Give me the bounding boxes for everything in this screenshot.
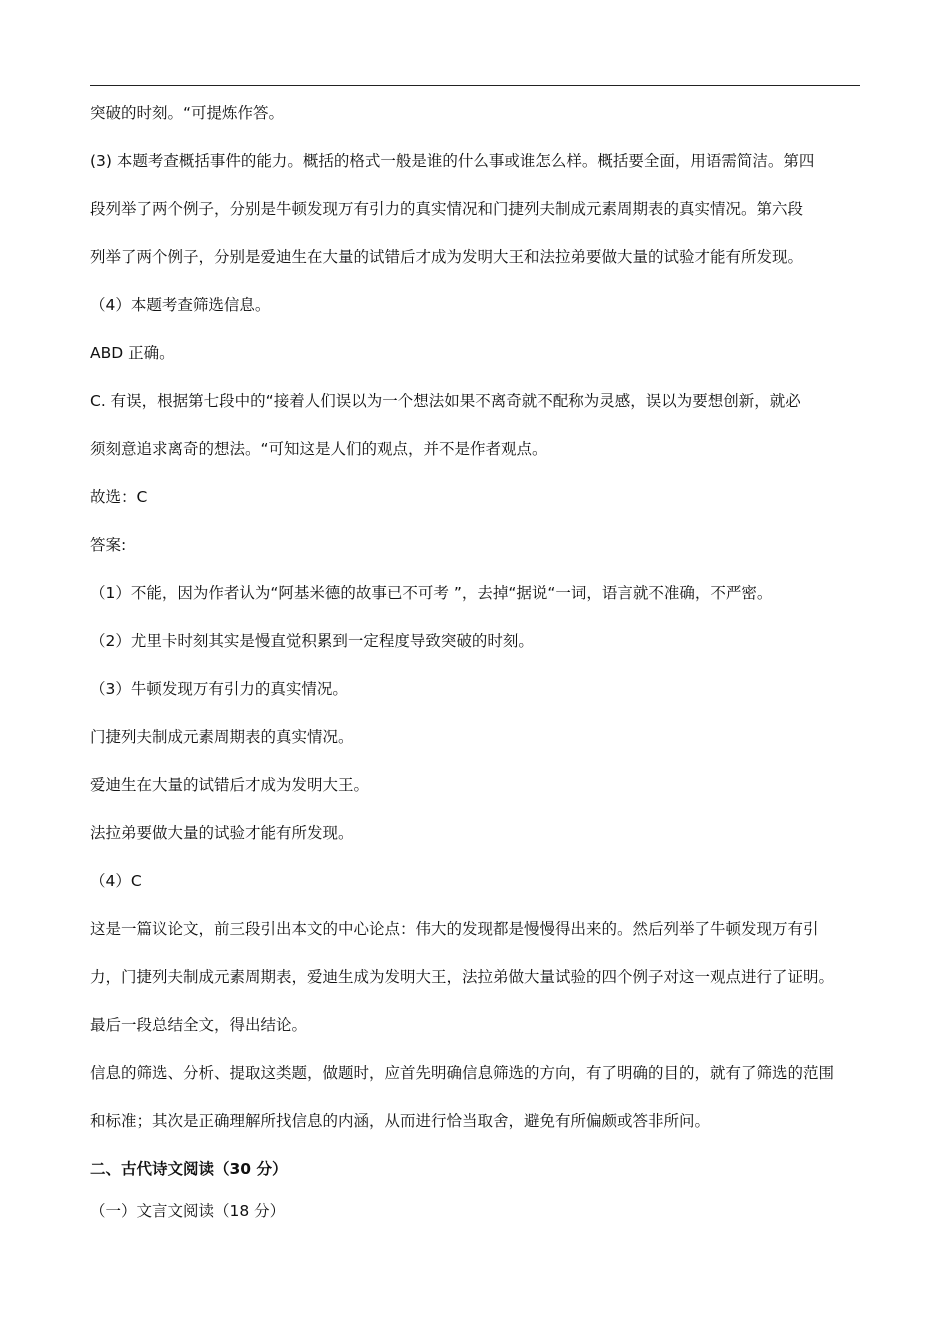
text-line: 爱迪生在大量的试错后才成为发明大王。	[90, 776, 370, 794]
text-line: 故选：C	[90, 488, 148, 506]
section-heading: 二、古代诗文阅读（30 分）	[90, 1160, 288, 1178]
text-line: 列举了两个例子，分别是爱迪生在大量的试错后才成为发明大王和法拉弟要做大量的试验才能有所发现。	[90, 248, 804, 266]
text-line: 须刻意追求离奇的想法。“可知这是人们的观点，并不是作者观点。	[90, 440, 548, 458]
text-line: 答案:	[90, 536, 127, 554]
text-line: （3）牛顿发现万有引力的真实情况。	[90, 680, 348, 698]
text-line: 最后一段总结全文，得出结论。	[90, 1016, 308, 1034]
text-line: (3) 本题考查概括事件的能力。概括的格式一般是谁的什么事或谁怎么样。概括要全面，用语需简洁。第四	[90, 152, 815, 170]
text-line: 力，门捷列夫制成元素周期表，爱迪生成为发明大王，法拉弟做大量试验的四个例子对这一观点进行了证明。	[90, 968, 835, 986]
subsection-heading: （一）文言文阅读（18 分）	[90, 1202, 286, 1220]
text-line: ABD 正确。	[90, 344, 175, 362]
text-line: （4）本题考查筛选信息。	[90, 296, 271, 314]
text-line: 段列举了两个例子，分别是牛顿发现万有引力的真实情况和门捷列夫制成元素周期表的真实情况。第六段	[90, 200, 804, 218]
text-line: 和标准；其次是正确理解所找信息的内涵，从而进行恰当取舍，避免有所偏颇或答非所问。	[90, 1112, 711, 1130]
text-line: 法拉弟要做大量的试验才能有所发现。	[90, 824, 354, 842]
header-rule	[90, 85, 860, 86]
text-line: 信息的筛选、分析、提取这类题，做题时，应首先明确信息筛选的方向，有了明确的目的，就有了筛选的范围	[90, 1064, 835, 1082]
text-line: （2）尤里卡时刻其实是慢直觉积累到一定程度导致突破的时刻。	[90, 632, 534, 650]
text-line: （1）不能，因为作者认为“阿基米德的故事已不可考 ”，去掉“据说“一词，语言就不准确，不严密。	[90, 584, 773, 602]
text-line: 门捷列夫制成元素周期表的真实情况。	[90, 728, 354, 746]
text-line: C. 有误，根据第七段中的“接着人们误以为一个想法如果不离奇就不配称为灵感，误以为要想创新，就必	[90, 392, 801, 410]
text-line: 这是一篇议论文，前三段引出本文的中心论点：伟大的发现都是慢慢得出来的。然后列举了牛顿发现万有引	[90, 920, 819, 938]
text-line: 突破的时刻。“可提炼作答。	[90, 104, 285, 122]
text-line: （4）C	[90, 872, 142, 890]
